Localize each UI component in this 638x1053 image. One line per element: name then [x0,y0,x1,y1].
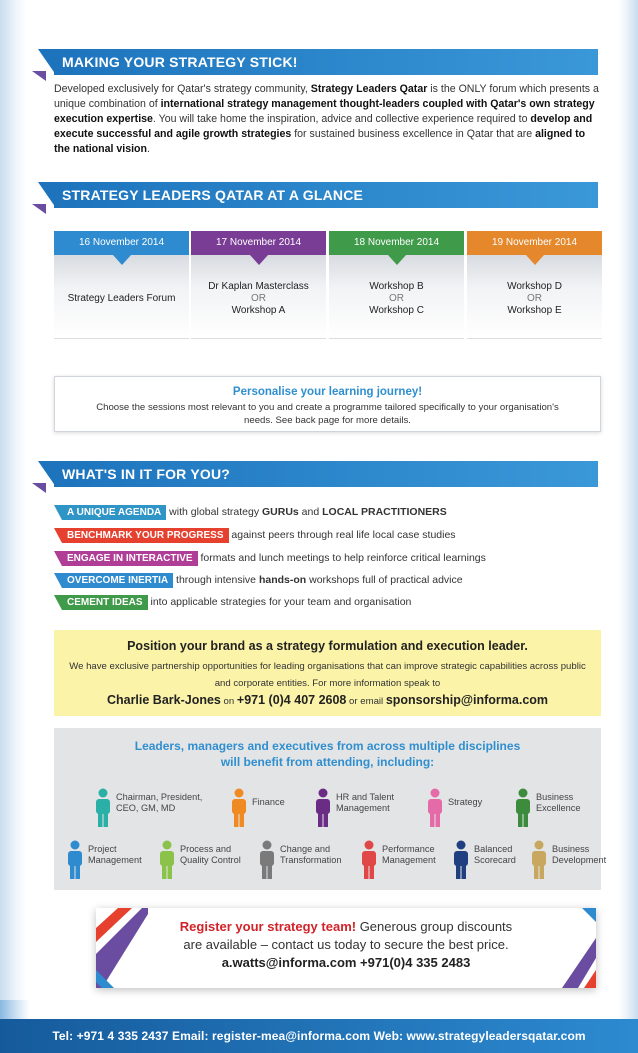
schedule-sessions: Workshop D OR Workshop E [507,281,562,316]
benefit-item: OVERCOME INERTIA through intensive hands-on workshops full of practical advice [54,572,463,588]
role-label: Change and Transformation [280,844,342,865]
benefit-tag: ENGAGE IN INTERACTIVE [62,551,198,566]
role-label: Finance [252,797,285,807]
section-header-whats-in-it [38,461,598,487]
personalise-title: Personalise your learning journey! [232,386,423,398]
schedule-date: 17 November 2014 [191,231,326,255]
section-title: MAKING YOUR STRATEGY STICK! [62,54,298,70]
footer-contact-bar: Tel: +971 4 335 2437 Email: register-mea@informa.com Web: www.strategyleadersqatar.com [0,1019,638,1053]
schedule-day-4 [467,231,602,339]
register-line2: are available – contact us today to secure the best price. [183,937,509,952]
benefit-item: CEMENT IDEAS into applicable strategies for your team and organisation [54,594,411,610]
right-edge-decoration [618,0,638,1053]
register-banner: Register your strategy team! Generous group discounts are available – contact us today to secure the best price. a.watts@informa.com +971(0)4 335 2483 [96,908,596,988]
audience-heading: Leaders, managers and executives from across multiple disciplines will benefit from attending, including: [134,739,521,769]
role-label: Process and Quality Control [180,844,241,865]
ribbon-decoration-right [544,908,596,988]
role-label: Project Management [88,844,142,865]
sponsor-headline: Position your brand as a strategy formulation and execution leader. [127,639,528,653]
intro-paragraph: Developed exclusively for Qatar's strategy community, Strategy Leaders Qatar is the ONLY forum which presents a unique combination of international strategy management thought-leaders coupled with Qatar's own strategy execution expertise. You will take home the inspiration, advice and collective experience required to develop and execute successful and agile growth strategies for sustained business excellence in Qatar that are aligned to the national vision. [54,83,599,155]
section-header-strategy-stick [38,49,598,75]
benefit-tag: CEMENT IDEAS [62,595,148,610]
role-label: Strategy [448,797,483,807]
personalise-body: Choose the sessions most relevant to you and create a programme tailored specifically to your organisation's needs. See back page for more details. [96,402,559,426]
role-label: Chairman, President, CEO, GM, MD [116,792,203,813]
benefit-item: ENGAGE IN INTERACTIVE formats and lunch meetings to help reinforce critical learnings [54,550,486,566]
sponsor-name: Charlie Bark-Jones [106,693,221,707]
schedule-date: 16 November 2014 [54,231,189,255]
section-title: STRATEGY LEADERS QATAR AT A GLANCE [62,187,364,203]
register-contact-link[interactable]: a.watts@informa.com +971(0)4 335 2483 [221,955,471,970]
sponsor-contact: Charlie Bark-Jones on +971 (0)4 407 2608 or email sponsorship@informa.com [106,693,549,707]
schedule-date: 19 November 2014 [467,231,602,255]
role-label: Business Development [552,844,607,865]
role-label: Business Excellence [536,792,581,813]
role-label: HR and Talent Management [336,792,395,813]
section-title: WHAT'S IN IT FOR YOU? [62,466,231,482]
audience-panel [54,728,607,890]
register-lead: Register your strategy team! [179,919,357,934]
sponsorship-box [54,630,601,716]
role-label: Balanced Scorecard [474,844,516,865]
benefit-item: A UNIQUE AGENDA with global strategy GURUs and LOCAL PRACTITIONERS [54,504,447,520]
benefit-item: BENCHMARK YOUR PROGRESS against peers through real life local case studies [54,527,456,543]
schedule-day-2 [191,231,326,339]
schedule-sessions: Workshop B OR Workshop C [369,281,424,316]
benefit-tag: BENCHMARK YOUR PROGRESS [62,528,229,543]
benefit-tag: OVERCOME INERTIA [62,573,173,588]
schedule-sessions: Strategy Leaders Forum [67,293,176,304]
role-label: Performance Management [382,844,436,865]
left-edge-decoration [0,0,26,1053]
schedule-day-3 [329,231,464,339]
personalise-callout [54,376,601,432]
sponsor-phone[interactable]: +971 (0)4 407 2608 [236,693,347,707]
schedule-day-1 [54,231,189,339]
ribbon-decoration-left [96,908,148,988]
sponsor-email-link[interactable]: sponsorship@informa.com [385,693,549,707]
section-header-at-a-glance [38,182,598,208]
schedule-date: 18 November 2014 [329,231,464,255]
benefit-tag: A UNIQUE AGENDA [62,505,166,520]
schedule-sessions: Dr Kaplan Masterclass OR Workshop A [208,281,309,316]
sponsor-body: We have exclusive partnership opportunities for leading organisations that can improve strategic capabilities across public and corporate entities. For more information speak to [69,661,586,689]
